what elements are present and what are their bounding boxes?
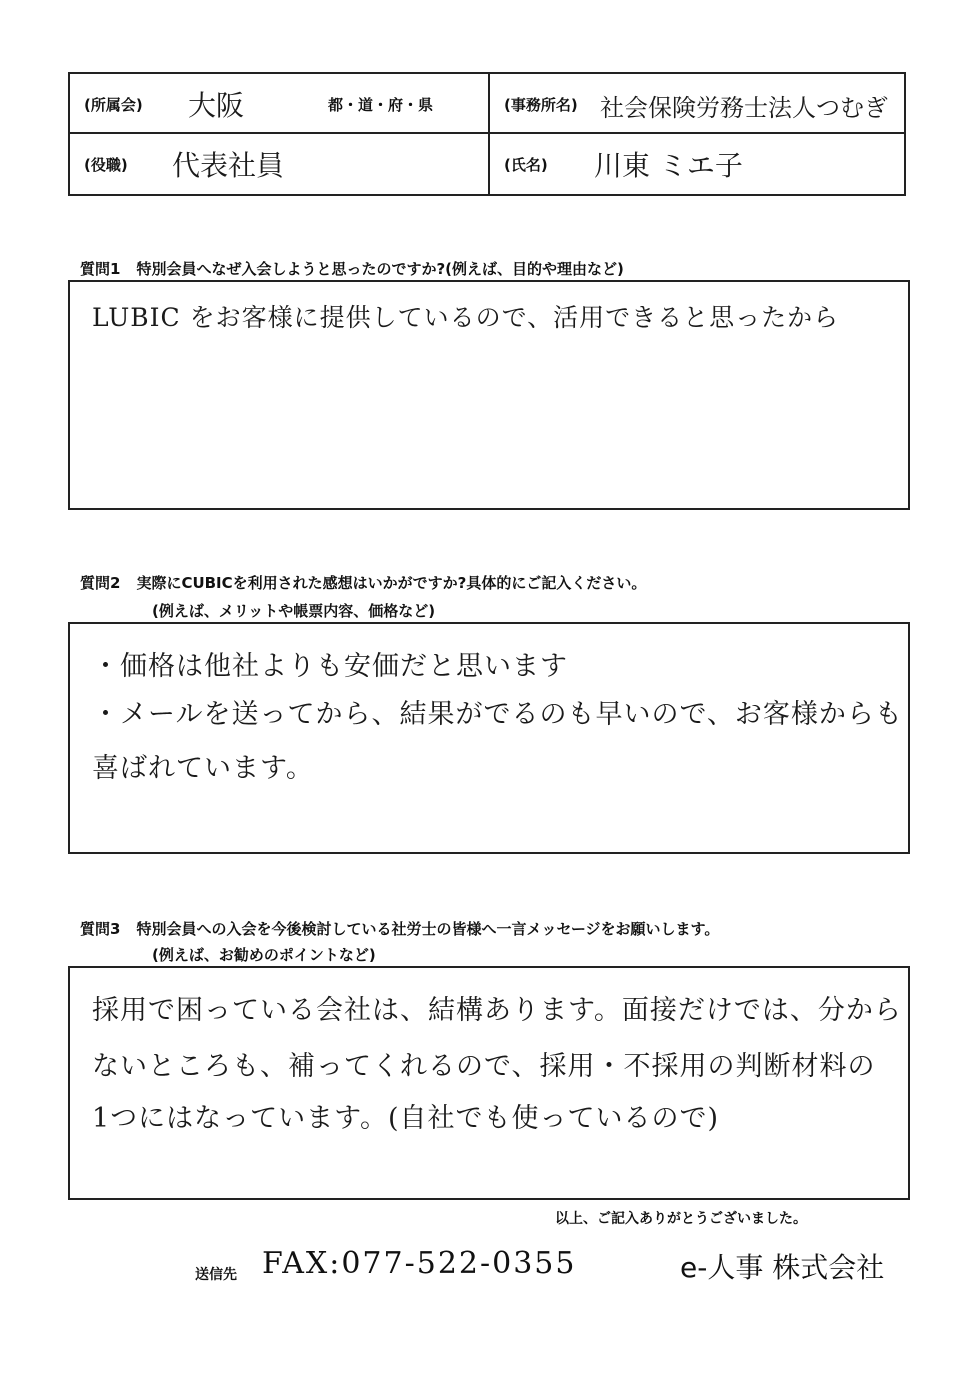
company-name: e-人事 株式会社	[680, 1251, 885, 1284]
answer-1-box	[68, 280, 910, 510]
question-2-text: 実際にCUBICを利用された感想はいかがですか?具体的にご記入ください。	[136, 574, 647, 592]
office-value: 社会保険労務士法人つむぎ	[600, 94, 888, 122]
answer-2-line-2: ・メールを送ってから、結果がでるのも早いので、お客様からも	[92, 699, 903, 730]
fax-prefix: 送信先	[195, 1267, 237, 1283]
question-3-example: (例えば、お勧めのポイントなど)	[152, 946, 376, 964]
affiliation-value: 大阪	[188, 89, 245, 122]
header-divider-vertical	[488, 74, 490, 194]
name-value: 川東 ミエ子	[594, 149, 743, 182]
answer-2-line-3: 喜ばれています。	[92, 753, 314, 784]
position-value: 代表社員	[172, 149, 285, 182]
name-label: (氏名)	[504, 156, 548, 174]
answer-1-line: LUBIC をお客様に提供しているので、活用できると思ったから	[92, 303, 840, 332]
fax-number: FAX:077-522-0355	[262, 1246, 577, 1281]
question-2-example: (例えば、メリットや帳票内容、価格など)	[152, 602, 436, 620]
position-label: (役職)	[84, 156, 128, 174]
closing-message: 以上、ご記入ありがとうございました。	[555, 1211, 807, 1227]
office-label: (事務所名)	[504, 96, 578, 114]
question-2-label	[80, 572, 646, 593]
answer-2-line-1: ・価格は他社よりも安価だと思います	[92, 651, 568, 682]
question-3-text: 特別会員への入会を今後検討している社労士の皆様へ一言メッセージをお願いします。	[136, 920, 720, 938]
question-1-label	[80, 258, 624, 279]
answer-3-box	[68, 966, 910, 1200]
question-1-text: 特別会員へなぜ入会しようと思ったのですか?(例えば、目的や理由など)	[136, 260, 624, 278]
answer-3-line-1: 採用で困っている会社は、結構あります。面接だけでは、分から	[92, 995, 902, 1026]
question-3-label	[80, 918, 719, 939]
answer-3-line-2: ないところも、補ってくれるので、採用・不採用の判断材料の	[92, 1051, 876, 1082]
prefecture-suffix: 都・道・府・県	[328, 96, 434, 114]
header-table	[68, 72, 906, 196]
question-1-number: 質問1	[80, 260, 121, 278]
question-2-number: 質問2	[80, 574, 121, 592]
affiliation-label: (所属会)	[84, 96, 143, 114]
question-3-number: 質問3	[80, 920, 121, 938]
answer-3-line-3: 1つにはなっています。(自社でも使っているので)	[92, 1103, 720, 1134]
answer-2-box	[68, 622, 910, 854]
header-divider-horizontal	[70, 132, 904, 134]
